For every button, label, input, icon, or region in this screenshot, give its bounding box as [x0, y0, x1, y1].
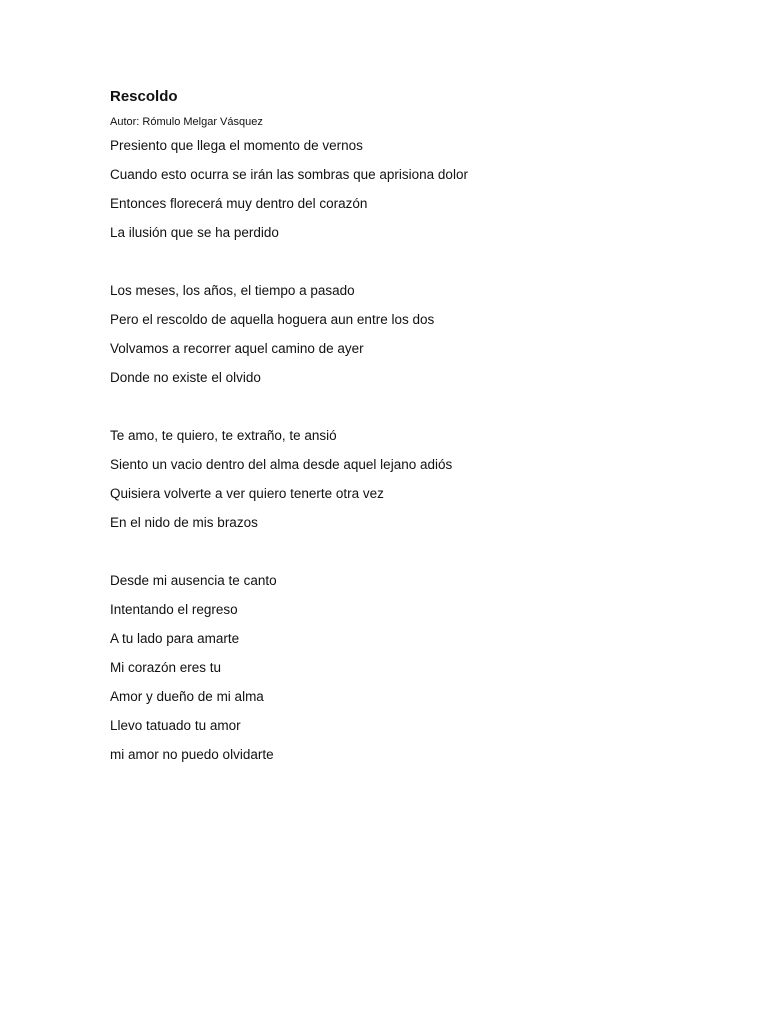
poem-line: Desde mi ausencia te canto — [110, 573, 277, 588]
poem-line: La ilusión que se ha perdido — [110, 225, 279, 240]
stanza-3 — [110, 421, 710, 537]
poem-line: Los meses, los años, el tiempo a pasado — [110, 283, 355, 298]
poem-line: Llevo tatuado tu amor — [110, 718, 241, 733]
poem-line: Presiento que llega el momento de vernos — [110, 138, 363, 153]
poem-line: Cuando esto ocurra se irán las sombras que aprisiona dolor — [110, 167, 468, 182]
poem-line: mi amor no puedo olvidarte — [110, 747, 274, 762]
poem-line: Mi corazón eres tu — [110, 660, 222, 675]
stanza-4 — [110, 566, 710, 769]
document-page — [110, 86, 710, 769]
poem-line: En el nido de mis brazos — [110, 515, 258, 530]
poem-line: Te amo, te quiero, te extraño, te ansió — [110, 428, 337, 443]
stanza-2 — [110, 276, 710, 392]
poem-line: Siento un vacio dentro del alma desde aquel lejano adiós — [110, 457, 453, 472]
poem-line: Quisiera volverte a ver quiero tenerte otra vez — [110, 486, 384, 501]
poem-title: Rescoldo — [110, 88, 178, 105]
poem-line: Entonces florecerá muy dentro del corazón — [110, 196, 368, 211]
poem-line: Volvamos a recorrer aquel camino de ayer — [110, 341, 364, 356]
poem-line: A tu lado para amarte — [110, 631, 240, 646]
stanza-1 — [110, 131, 710, 247]
poem-line: Pero el rescoldo de aquella hoguera aun entre los dos — [110, 312, 435, 327]
poem-author: Autor: Rómulo Melgar Vásquez — [110, 116, 263, 128]
poem-line: Intentando el regreso — [110, 602, 238, 617]
poem-line: Donde no existe el olvido — [110, 370, 261, 385]
poem-line: Amor y dueño de mi alma — [110, 689, 264, 704]
